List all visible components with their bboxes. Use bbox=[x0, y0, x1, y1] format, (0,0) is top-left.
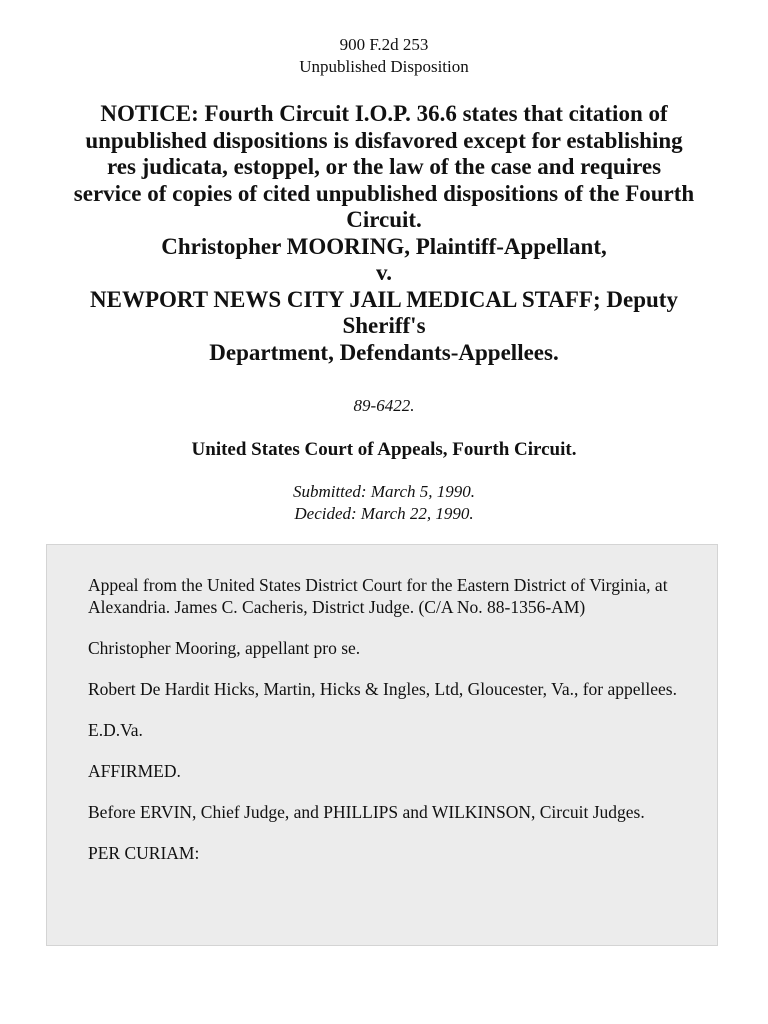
case-details-panel bbox=[46, 544, 718, 946]
notice-line: unpublished dispositions is disfavored except for establishing bbox=[85, 127, 683, 153]
notice-line: NOTICE: Fourth Circuit I.O.P. 36.6 states that citation of bbox=[100, 101, 668, 126]
docket-number: 89-6422. bbox=[353, 396, 415, 415]
case-title bbox=[40, 101, 728, 366]
versus-line: v. bbox=[376, 260, 392, 285]
appellee-counsel: Robert De Hardit Hicks, Martin, Hicks & Ingles, Ltd, Gloucester, Va., for appellees. bbox=[88, 679, 677, 699]
case-details-content bbox=[88, 574, 688, 883]
notice-line: service of copies of cited unpublished dispositions of the Fourth bbox=[73, 180, 695, 206]
plaintiff-line: Christopher MOORING, Plaintiff-Appellant, bbox=[161, 233, 607, 259]
judges-paragraph: Before ERVIN, Chief Judge, and PHILLIPS and WILKINSON, Circuit Judges. bbox=[88, 802, 645, 822]
defendant-line: NEWPORT NEWS CITY JAIL MEDICAL STAFF; Deputy bbox=[90, 286, 678, 312]
submitted-date: Submitted: March 5, 1990. bbox=[292, 482, 476, 501]
document-header bbox=[0, 34, 768, 78]
citation: 900 F.2d 253 bbox=[339, 35, 429, 54]
appeal-paragraph: Appeal from the United States District Court for the Eastern District of Virginia, at Alexandria. James C. Cacheris, District Judge. (C/A No. 88-1356-AM) bbox=[88, 575, 668, 617]
court-name: United States Court of Appeals, Fourth Circuit. bbox=[191, 439, 577, 460]
result-label: AFFIRMED. bbox=[88, 761, 181, 781]
district-label: E.D.Va. bbox=[88, 720, 143, 740]
notice-line: res judicata, estoppel, or the law of the case and requires bbox=[106, 154, 662, 179]
decided-date: Decided: March 22, 1990. bbox=[294, 504, 474, 523]
disposition-label: Unpublished Disposition bbox=[299, 57, 469, 76]
notice-line: Circuit. bbox=[346, 207, 422, 232]
per-curiam-label: PER CURIAM: bbox=[88, 843, 200, 863]
appellant-counsel: Christopher Mooring, appellant pro se. bbox=[88, 638, 361, 658]
defendant-line: Department, Defendants-Appellees. bbox=[209, 339, 559, 365]
defendant-line: Sheriff's bbox=[342, 313, 426, 338]
case-dates bbox=[0, 481, 768, 525]
